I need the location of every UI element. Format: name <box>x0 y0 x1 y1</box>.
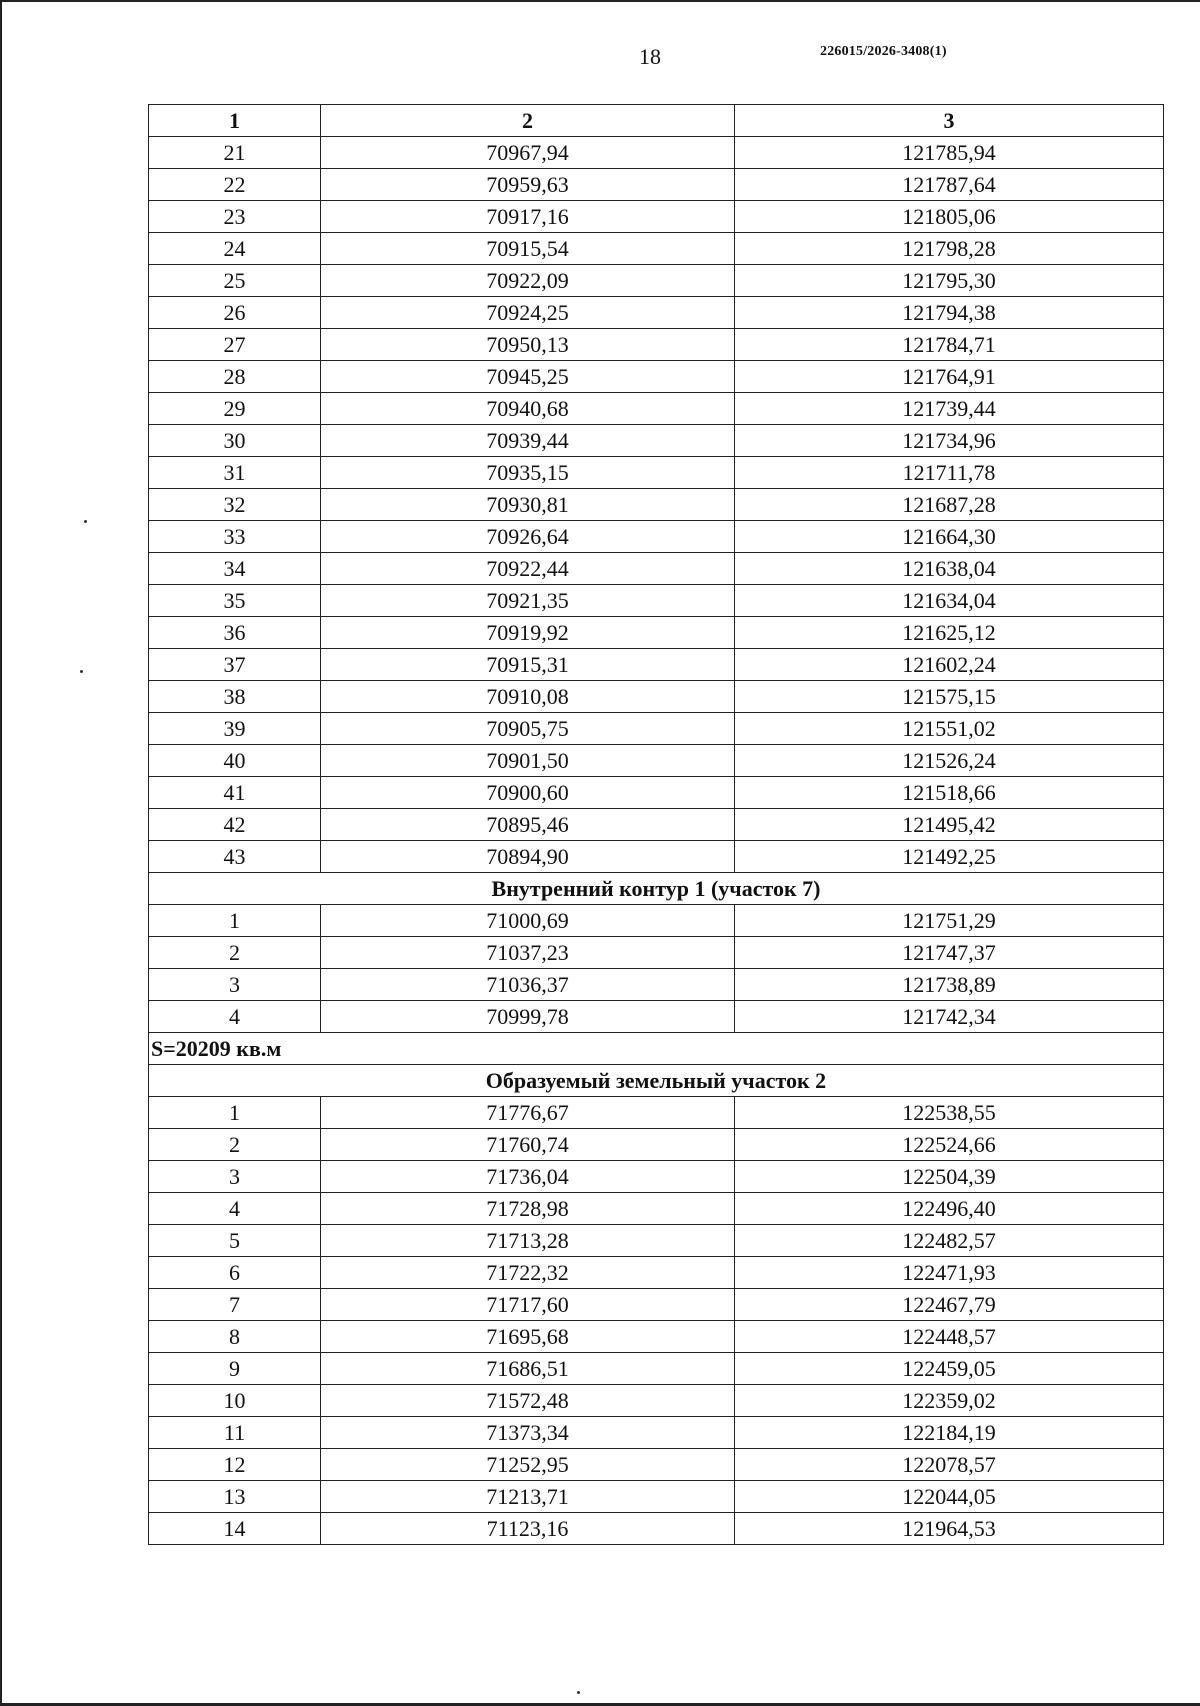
y-coordinate-cell: 121664,30 <box>735 521 1164 553</box>
point-number-cell: 7 <box>149 1289 321 1321</box>
scan-speck <box>80 670 83 673</box>
point-number-cell: 10 <box>149 1385 321 1417</box>
table-row <box>149 265 1164 297</box>
point-number-cell: 40 <box>149 745 321 777</box>
x-coordinate-cell: 71686,51 <box>321 1353 735 1385</box>
y-coordinate-cell: 121638,04 <box>735 553 1164 585</box>
y-coordinate-cell: 122524,66 <box>735 1129 1164 1161</box>
x-coordinate-cell: 71123,16 <box>321 1513 735 1545</box>
x-coordinate-cell: 71036,37 <box>321 969 735 1001</box>
point-number-cell: 34 <box>149 553 321 585</box>
y-coordinate-cell: 121526,24 <box>735 745 1164 777</box>
y-coordinate-cell: 122482,57 <box>735 1225 1164 1257</box>
y-coordinate-cell: 121495,42 <box>735 809 1164 841</box>
x-coordinate-cell: 70967,94 <box>321 137 735 169</box>
table-row <box>149 297 1164 329</box>
point-number-cell: 31 <box>149 457 321 489</box>
point-number-cell: 30 <box>149 425 321 457</box>
x-coordinate-cell: 70915,31 <box>321 649 735 681</box>
x-coordinate-cell: 71252,95 <box>321 1449 735 1481</box>
point-number-cell: 6 <box>149 1257 321 1289</box>
y-coordinate-cell: 121805,06 <box>735 201 1164 233</box>
table-row <box>149 777 1164 809</box>
y-coordinate-cell: 121787,64 <box>735 169 1164 201</box>
table-row <box>149 361 1164 393</box>
x-coordinate-cell: 70921,35 <box>321 585 735 617</box>
x-coordinate-cell: 71373,34 <box>321 1417 735 1449</box>
plot2-rows <box>149 1097 1164 1545</box>
point-number-cell: 13 <box>149 1481 321 1513</box>
x-coordinate-cell: 70915,54 <box>321 233 735 265</box>
table-row <box>149 809 1164 841</box>
point-number-cell: 32 <box>149 489 321 521</box>
table-row <box>149 841 1164 873</box>
y-coordinate-cell: 121711,78 <box>735 457 1164 489</box>
table-row <box>149 1097 1164 1129</box>
y-coordinate-cell: 121492,25 <box>735 841 1164 873</box>
x-coordinate-cell: 71722,32 <box>321 1257 735 1289</box>
point-number-cell: 1 <box>149 1097 321 1129</box>
table-row <box>149 425 1164 457</box>
y-coordinate-cell: 121551,02 <box>735 713 1164 745</box>
point-number-cell: 4 <box>149 1193 321 1225</box>
x-coordinate-cell: 70894,90 <box>321 841 735 873</box>
point-number-cell: 2 <box>149 937 321 969</box>
x-coordinate-cell: 70922,44 <box>321 553 735 585</box>
x-coordinate-cell: 70919,92 <box>321 617 735 649</box>
y-coordinate-cell: 121738,89 <box>735 969 1164 1001</box>
y-coordinate-cell: 121575,15 <box>735 681 1164 713</box>
x-coordinate-cell: 70945,25 <box>321 361 735 393</box>
y-coordinate-cell: 121734,96 <box>735 425 1164 457</box>
table-row <box>149 937 1164 969</box>
point-number-cell: 9 <box>149 1353 321 1385</box>
x-coordinate-cell: 71713,28 <box>321 1225 735 1257</box>
table-row <box>149 1001 1164 1033</box>
x-coordinate-cell: 71000,69 <box>321 905 735 937</box>
inner-contour-rows <box>149 905 1164 1033</box>
x-coordinate-cell: 70926,64 <box>321 521 735 553</box>
table-row <box>149 585 1164 617</box>
point-number-cell: 14 <box>149 1513 321 1545</box>
table-row <box>149 1225 1164 1257</box>
x-coordinate-cell: 71037,23 <box>321 937 735 969</box>
y-coordinate-cell: 122538,55 <box>735 1097 1164 1129</box>
y-coordinate-cell: 122044,05 <box>735 1481 1164 1513</box>
scan-speck <box>577 1691 580 1694</box>
point-number-cell: 41 <box>149 777 321 809</box>
table-row <box>149 1417 1164 1449</box>
table-row <box>149 1161 1164 1193</box>
point-number-cell: 29 <box>149 393 321 425</box>
table-row <box>149 745 1164 777</box>
table-row <box>149 617 1164 649</box>
y-coordinate-cell: 121794,38 <box>735 297 1164 329</box>
page-number: 18 <box>639 44 661 69</box>
x-coordinate-cell: 70939,44 <box>321 425 735 457</box>
x-coordinate-cell: 71776,67 <box>321 1097 735 1129</box>
table-row <box>149 1321 1164 1353</box>
y-coordinate-cell: 121687,28 <box>735 489 1164 521</box>
table-row <box>149 521 1164 553</box>
column-header-point: 1 <box>149 105 321 137</box>
document-id: 226015/2026-3408(1) <box>820 44 947 59</box>
y-coordinate-cell: 122359,02 <box>735 1385 1164 1417</box>
x-coordinate-cell: 70924,25 <box>321 297 735 329</box>
point-number-cell: 22 <box>149 169 321 201</box>
x-coordinate-cell: 70950,13 <box>321 329 735 361</box>
table-row <box>149 681 1164 713</box>
x-coordinate-cell: 70959,63 <box>321 169 735 201</box>
point-number-cell: 3 <box>149 969 321 1001</box>
point-number-cell: 23 <box>149 201 321 233</box>
x-coordinate-cell: 71213,71 <box>321 1481 735 1513</box>
coordinates-table <box>148 104 1164 1545</box>
table-row <box>149 1193 1164 1225</box>
point-number-cell: 33 <box>149 521 321 553</box>
table-row <box>149 1513 1164 1545</box>
table-row <box>149 169 1164 201</box>
y-coordinate-cell: 121625,12 <box>735 617 1164 649</box>
x-coordinate-cell: 70905,75 <box>321 713 735 745</box>
table-row <box>149 201 1164 233</box>
y-coordinate-cell: 122471,93 <box>735 1257 1164 1289</box>
y-coordinate-cell: 122448,57 <box>735 1321 1164 1353</box>
section-row <box>149 1065 1164 1097</box>
point-number-cell: 2 <box>149 1129 321 1161</box>
y-coordinate-cell: 121764,91 <box>735 361 1164 393</box>
scan-border-left <box>0 0 2 1706</box>
point-number-cell: 11 <box>149 1417 321 1449</box>
x-coordinate-cell: 70895,46 <box>321 809 735 841</box>
x-coordinate-cell: 70900,60 <box>321 777 735 809</box>
section-row <box>149 873 1164 905</box>
y-coordinate-cell: 122496,40 <box>735 1193 1164 1225</box>
point-number-cell: 39 <box>149 713 321 745</box>
scan-border-top <box>0 0 1200 2</box>
x-coordinate-cell: 71572,48 <box>321 1385 735 1417</box>
table-row <box>149 905 1164 937</box>
table-row <box>149 1257 1164 1289</box>
point-number-cell: 36 <box>149 617 321 649</box>
area-label: S=20209 кв.м <box>149 1033 1164 1065</box>
inner-contour-title: Внутренний контур 1 (участок 7) <box>149 873 1164 905</box>
y-coordinate-cell: 121747,37 <box>735 937 1164 969</box>
point-number-cell: 27 <box>149 329 321 361</box>
table-row <box>149 1385 1164 1417</box>
point-number-cell: 24 <box>149 233 321 265</box>
point-number-cell: 4 <box>149 1001 321 1033</box>
point-number-cell: 26 <box>149 297 321 329</box>
x-coordinate-cell: 70901,50 <box>321 745 735 777</box>
plot2-title: Образуемый земельный участок 2 <box>149 1065 1164 1097</box>
point-number-cell: 37 <box>149 649 321 681</box>
x-coordinate-cell: 70922,09 <box>321 265 735 297</box>
y-coordinate-cell: 121751,29 <box>735 905 1164 937</box>
table-row <box>149 713 1164 745</box>
table-row <box>149 233 1164 265</box>
table-row <box>149 649 1164 681</box>
point-number-cell: 38 <box>149 681 321 713</box>
y-coordinate-cell: 121602,24 <box>735 649 1164 681</box>
x-coordinate-cell: 71736,04 <box>321 1161 735 1193</box>
table-row <box>149 1129 1164 1161</box>
point-number-cell: 25 <box>149 265 321 297</box>
y-coordinate-cell: 122467,79 <box>735 1289 1164 1321</box>
x-coordinate-cell: 70930,81 <box>321 489 735 521</box>
inner-contour-section <box>149 873 1164 905</box>
point-number-cell: 12 <box>149 1449 321 1481</box>
y-coordinate-cell: 121798,28 <box>735 233 1164 265</box>
x-coordinate-cell: 71717,60 <box>321 1289 735 1321</box>
y-coordinate-cell: 121785,94 <box>735 137 1164 169</box>
x-coordinate-cell: 71728,98 <box>321 1193 735 1225</box>
y-coordinate-cell: 121634,04 <box>735 585 1164 617</box>
column-header-y: 3 <box>735 105 1164 137</box>
point-number-cell: 42 <box>149 809 321 841</box>
point-number-cell: 1 <box>149 905 321 937</box>
point-number-cell: 28 <box>149 361 321 393</box>
column-header-x: 2 <box>321 105 735 137</box>
area-row <box>149 1033 1164 1065</box>
x-coordinate-cell: 70917,16 <box>321 201 735 233</box>
y-coordinate-cell: 121742,34 <box>735 1001 1164 1033</box>
scan-speck <box>84 520 87 523</box>
y-coordinate-cell: 122459,05 <box>735 1353 1164 1385</box>
table-row <box>149 553 1164 585</box>
y-coordinate-cell: 122078,57 <box>735 1449 1164 1481</box>
x-coordinate-cell: 70935,15 <box>321 457 735 489</box>
x-coordinate-cell: 71695,68 <box>321 1321 735 1353</box>
point-number-cell: 5 <box>149 1225 321 1257</box>
point-number-cell: 8 <box>149 1321 321 1353</box>
point-number-cell: 35 <box>149 585 321 617</box>
area-section <box>149 1033 1164 1097</box>
point-number-cell: 3 <box>149 1161 321 1193</box>
table-row <box>149 457 1164 489</box>
table-header-row <box>149 105 1164 137</box>
table-row <box>149 489 1164 521</box>
table-row <box>149 969 1164 1001</box>
x-coordinate-cell: 70910,08 <box>321 681 735 713</box>
y-coordinate-cell: 121739,44 <box>735 393 1164 425</box>
y-coordinate-cell: 122504,39 <box>735 1161 1164 1193</box>
y-coordinate-cell: 122184,19 <box>735 1417 1164 1449</box>
contour-rows <box>149 137 1164 873</box>
table-row <box>149 1481 1164 1513</box>
y-coordinate-cell: 121784,71 <box>735 329 1164 361</box>
x-coordinate-cell: 71760,74 <box>321 1129 735 1161</box>
y-coordinate-cell: 121964,53 <box>735 1513 1164 1545</box>
table-row <box>149 393 1164 425</box>
table-row <box>149 1353 1164 1385</box>
point-number-cell: 43 <box>149 841 321 873</box>
table-row <box>149 329 1164 361</box>
table-row <box>149 137 1164 169</box>
x-coordinate-cell: 70999,78 <box>321 1001 735 1033</box>
point-number-cell: 21 <box>149 137 321 169</box>
y-coordinate-cell: 121795,30 <box>735 265 1164 297</box>
table-row <box>149 1289 1164 1321</box>
y-coordinate-cell: 121518,66 <box>735 777 1164 809</box>
table-row <box>149 1449 1164 1481</box>
x-coordinate-cell: 70940,68 <box>321 393 735 425</box>
